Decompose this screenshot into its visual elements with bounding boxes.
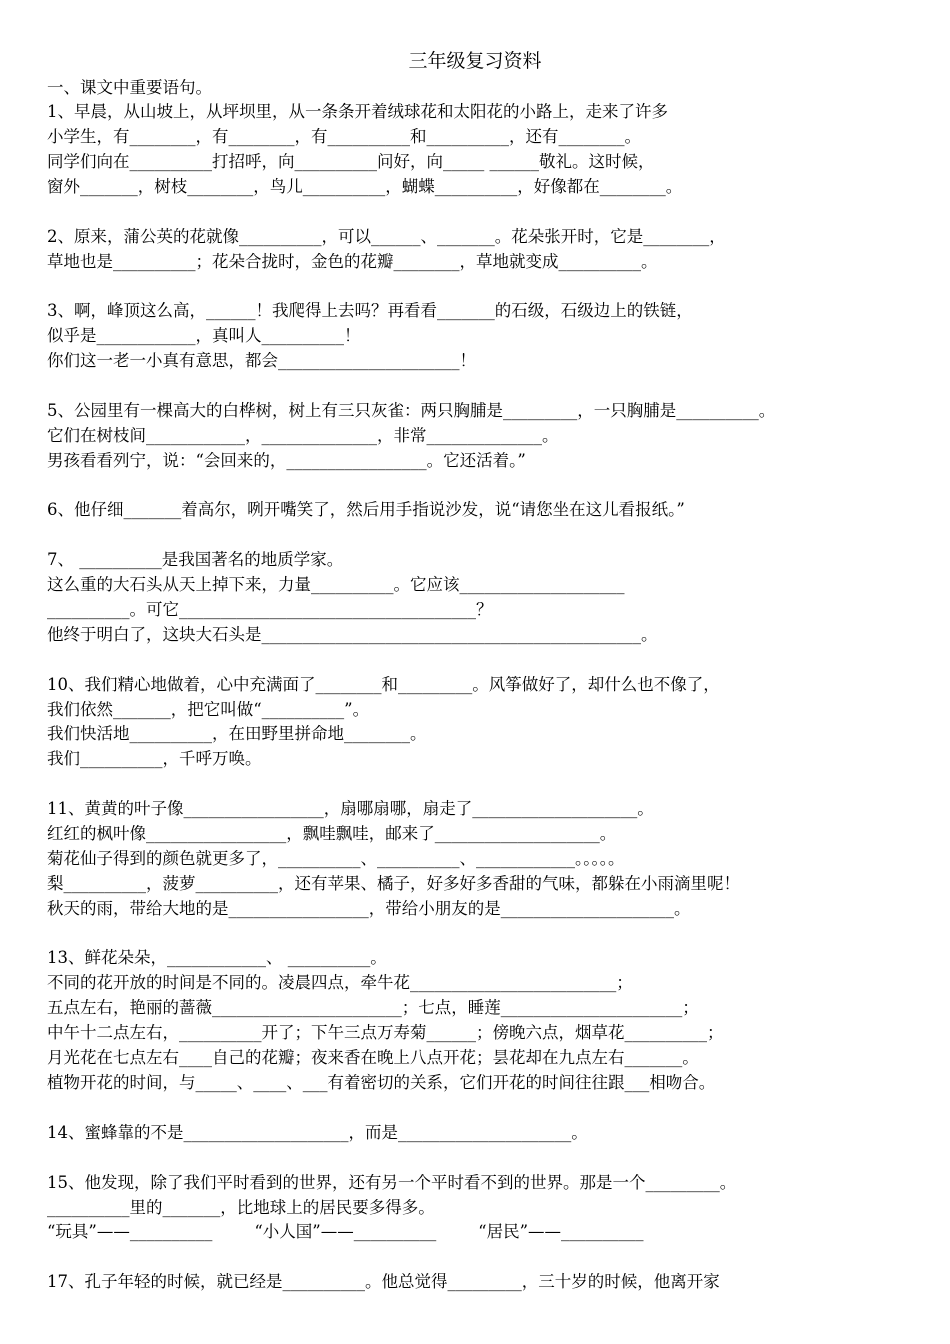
text-line: 你们这一老一小真有意思，都会______________________！ [47, 351, 476, 370]
text-line: 17、孔子年轻的时候，就已经是__________。他总觉得_________，三十岁的时候，他离开家 [47, 1272, 720, 1291]
text-line: 我们__________，千呼万唤。 [47, 749, 262, 768]
text-line: 五点左右，艳丽的蔷薇_______________________；七点，睡莲______________________； [47, 998, 699, 1017]
text-line: 1、早晨，从山坡上，从坪坝里，从一条条开着绒球花和太阳花的小路上，走来了许多 [47, 102, 668, 121]
text-line: 不同的花开放的时间是不同的。凌晨四点，牵牛花_________________________； [47, 973, 633, 992]
text-line: 10、我们精心地做着，心中充满面了________和_________。风筝做好了，却什么也不像了， [47, 675, 720, 694]
text-line: “玩具”——__________ “小人国”——__________ “居民”——__________ [47, 1222, 644, 1241]
text-line: 14、蜜蜂靠的不是____________________，而是_____________________。 [47, 1123, 588, 1142]
text-line: 窗外_______，树枝________，鸟儿__________，蝴蝶__________，好像都在________。 [47, 177, 683, 196]
text-line: 中午十二点左右，__________开了；下午三点万寿菊______；傍晚六点，烟草花__________； [47, 1023, 724, 1042]
text-line: 月光花在七点左右____自己的花瓣；夜来香在晚上八点开花；昙花却在九点左右_______。 [47, 1048, 699, 1067]
text-line: 7、 __________是我国著名的地质学家。 [47, 550, 344, 569]
text-line: __________里的_______，比地球上的居民要多得多。 [47, 1198, 435, 1217]
text-line: 我们依然_______，把它叫做“__________”。 [47, 700, 370, 719]
text-line: 男孩看看列宁，说：“会回来的，_________________。它还活着。” [47, 451, 526, 470]
text-line: 菊花仙子得到的颜色就更多了，__________、__________、____________。。。。。 [47, 849, 625, 868]
text-line: 它们在树枝间____________，______________，非常______________。 [47, 426, 559, 445]
text-line: __________。可它____________________________________？ [47, 600, 493, 619]
text-line: 15、他发现，除了我们平时看到的世界，还有另一个平时看不到的世界。那是一个_________。 [47, 1173, 737, 1192]
text-line: 梨__________，菠萝__________，还有苹果、橘子，好多好多香甜的气味，都躲在小雨滴里呢！ [47, 874, 740, 893]
text-line: 草地也是__________；花朵合拢时，金色的花瓣________，草地就变成__________。 [47, 252, 658, 271]
text-line: 11、黄黄的叶子像_________________，扇哪扇哪，扇走了____________________。 [47, 799, 654, 818]
text-line: 他终于明白了，这块大石头是______________________________________________。 [47, 625, 658, 644]
text-line: 6、他仔细_______着高尔，咧开嘴笑了，然后用手指说沙发，说“请您坐在这儿看报纸。” [47, 500, 685, 519]
section-heading: 一、课文中重要语句。 [47, 78, 212, 97]
text-line: 小学生，有________，有________，有__________和__________，还有________。 [47, 127, 641, 146]
text-line: 3、啊，峰顶这么高，______！我爬得上去吗？再看看_______的石级，石级边上的铁链， [47, 301, 693, 320]
text-line: 我们快活地__________，在田野里拼命地________。 [47, 724, 427, 743]
text-line: 似乎是____________，真叫人__________！ [47, 326, 361, 345]
page-title: 三年级复习资料 [408, 50, 542, 72]
text-line: 秋天的雨，带给大地的是_________________，带给小朋友的是_____________________。 [47, 899, 691, 918]
text-line: 植物开花的时间，与_____、____、___有着密切的关系，它们开花的时间往往跟___相吻合。 [47, 1073, 716, 1092]
text-line: 同学们向在__________打招呼，向__________问好，向_____ ______敬礼。这时候， [47, 152, 655, 171]
text-line: 2、原来，蒲公英的花就像__________，可以______、_______。花朵张开时，它是________， [47, 227, 726, 246]
text-line: 这么重的大石头从天上掉下来，力量__________。它应该____________________ [47, 575, 625, 594]
text-line: 13、鲜花朵朵，____________、 __________。 [47, 948, 387, 967]
text-line: 5、公园里有一棵高大的白桦树，树上有三只灰雀：两只胸脯是_________，一只胸脯是__________。 [47, 401, 776, 420]
text-line: 红红的枫叶像_________________，飘哇飘哇，邮来了____________________。 [47, 824, 617, 843]
